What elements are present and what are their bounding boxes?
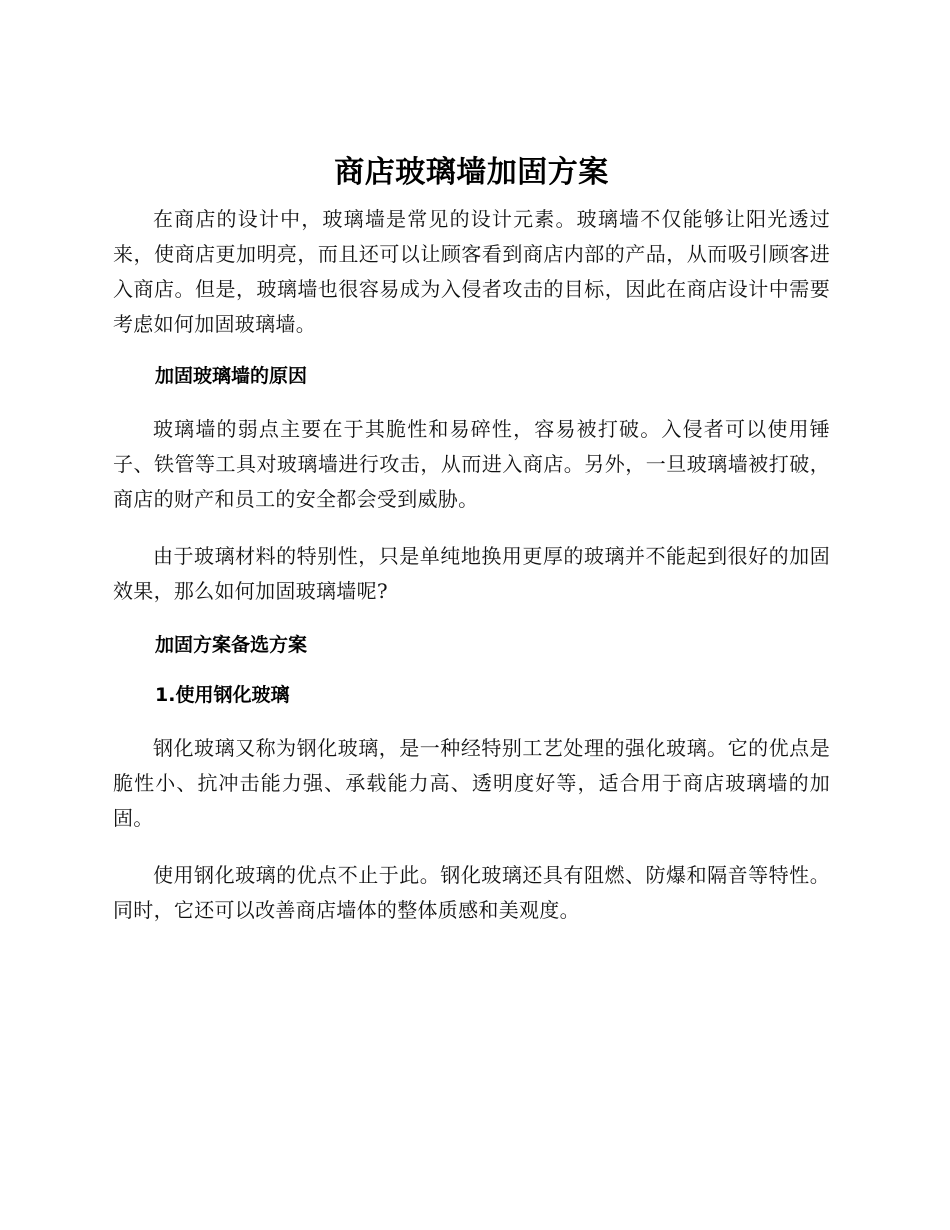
- spacer: [113, 390, 830, 412]
- tempered-glass-paragraph-1: 钢化玻璃又称为钢化玻璃，是一种经特别工艺处理的强化玻璃。它的优点是脆性小、抗冲击能力强、承载能力高、透明度好等，适合用于商店玻璃墙的加固。: [113, 736, 830, 830]
- section-heading-reasons: 加固玻璃墙的原因: [155, 365, 308, 387]
- spacer: [113, 836, 830, 858]
- spacer: [113, 517, 830, 539]
- document-body: [113, 150, 830, 928]
- tempered-glass-paragraph-2: 使用钢化玻璃的优点不止于此。钢化玻璃还具有阻燃、防爆和隔音等特性。同时，它还可以改善商店墙体的整体质感和美观度。: [113, 863, 830, 922]
- spacer: [113, 659, 830, 681]
- spacer: [113, 709, 830, 731]
- reasons-paragraph-1: 玻璃墙的弱点主要在于其脆性和易碎性，容易被打破。入侵者可以使用锤子、铁管等工具对玻璃墙进行攻击，从而进入商店。另外，一旦玻璃墙被打破，商店的财产和员工的安全都会受到威胁。: [113, 417, 830, 511]
- spacer: [113, 609, 830, 631]
- section-heading-options: 加固方案备选方案: [155, 634, 308, 656]
- subheading-tempered-glass: 1.使用钢化玻璃: [155, 684, 290, 706]
- spacer: [113, 342, 830, 362]
- intro-paragraph: 在商店的设计中，玻璃墙是常见的设计元素。玻璃墙不仅能够让阳光透过来，使商店更加明亮，而且还可以让顾客看到商店内部的产品，从而吸引顾客进入商店。但是，玻璃墙也很容易成为入侵者攻击的目标，因此在商店设计中需要考虑如何加固玻璃墙。: [113, 207, 830, 336]
- reasons-paragraph-2: 由于玻璃材料的特别性，只是单纯地换用更厚的玻璃并不能起到很好的加固效果，那么如何加固玻璃墙呢?: [113, 544, 830, 603]
- document-title: 商店玻璃墙加固方案: [334, 155, 609, 190]
